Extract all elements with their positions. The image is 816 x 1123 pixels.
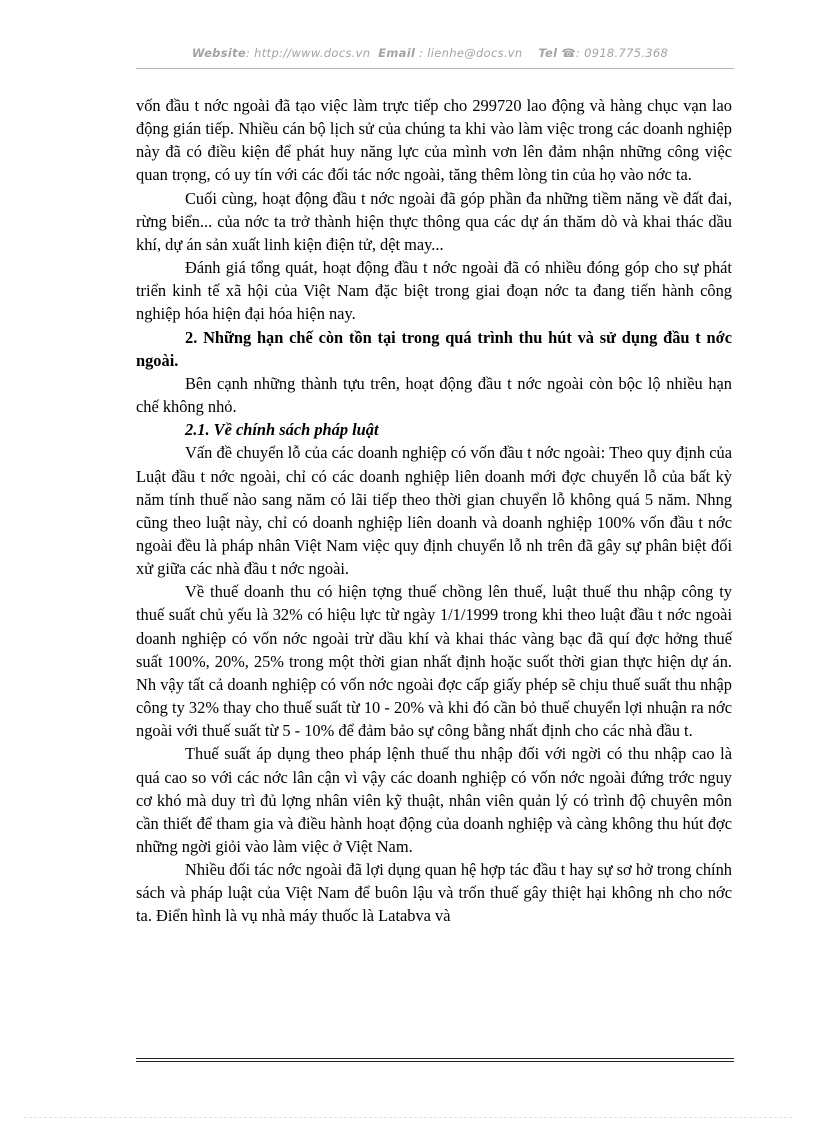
- paragraph: Cuối cùng, hoạt động đầu t nớc ngoài đã góp phần đa những tiềm năng về đất đai, rừng biển... của nớc ta trở thành hiện thực thông qua các dự án thăm dò và khai thác dầu khí, dự án sản xuất linh kiện điện tử, dệt may...: [136, 188, 732, 254]
- paragraph: Vấn đề chuyển lỗ của các doanh nghiệp có vốn đầu t nớc ngoài: Theo quy định của Luật đầu t nớc ngoài, chỉ có các doanh nghiệp liên doanh mới đợc chuyển lỗ của bất kỳ năm tính thuế nào sang năm có lãi tiếp theo thời gian chuyển lỗ không quá 5 năm. Nhng cũng theo luật này, chỉ có doanh nghiệp liên doanh và doanh nghiệp 100% vốn đầu t nớc ngoài đều là pháp nhân Việt Nam việc quy định chuyển lỗ nh trên đã gây sự phân biệt đối xử giữa các nhà đầu t nớc ngoài.: [136, 443, 732, 579]
- website-url[interactable]: : http://www.docs.vn: [246, 46, 371, 60]
- paragraph: Về thuế doanh thu có hiện tợng thuế chồng lên thuế, luật thuế thu nhập công ty thuế suất chủ yếu là 32% có hiệu lực từ ngày 1/1/1999 trong khi theo luật đầu t nớc ngoài doanh nghiệp có vốn nớc ngoài trừ dầu khí và khai thác vàng bạc đã quí đợc hởng thuế suất 100%, 20%, 25% trong một thời gian nhất định hoặc suốt thời gian thực hiện dự án. Nh vậy tất cả doanh nghiệp có vốn nớc ngoài đợc cấp giấy phép sẽ chịu thuế suất thu nhập công ty 32% thay cho thuế suất từ 10 - 20% và khi đó cần bỏ thuế chuyển lợi nhuận ra nớc ngoài với thuế suất từ 5 - 10% để đảm bảo sự công bằng nhất định cho các nhà đầu t.: [136, 582, 732, 741]
- footer-divider: [136, 1061, 734, 1062]
- paragraph: Thuế suất áp dụng theo pháp lệnh thuế thu nhập đối với ngời có thu nhập cao là quá cao so với các nớc lân cận vì vậy các doanh nghiệp có vốn nớc ngoài đứng trớc nguy cơ khó mà duy trì đủ lợng nhân viên kỹ thuật, nhân viên quản lý có trình độ chuyên môn cần thiết để tham gia và điều hành hoạt động của doanh nghiệp và càng không thu hút đợc những ngời giỏi vào làm việc ở Việt Nam.: [136, 744, 732, 856]
- paragraph-continuation: vốn đầu t nớc ngoài đã tạo việc làm trực tiếp cho 299720 lao động và hàng chục vạn lao động gián tiếp. Nhiều cán bộ lịch sử của chúng ta khi vào làm việc trong các doanh nghiệp này đã có điều kiện để phát huy năng lực của mình vơn lên đảm nhận những công việc quan trọng, có uy tín với các đối tác nớc ngoài, tăng thêm lòng tin của họ vào nớc ta.: [136, 96, 732, 185]
- email-address[interactable]: : lienhe@docs.vn: [415, 46, 523, 60]
- page-edge: [24, 1117, 792, 1118]
- document-body: [136, 94, 732, 928]
- paragraph: Bên cạnh những thành tựu trên, hoạt động đầu t nớc ngoài còn bộc lộ nhiều hạn chế không nhỏ.: [136, 373, 732, 417]
- footer-divider: [136, 1058, 734, 1059]
- tel-label: Tel: [538, 46, 558, 60]
- page-header: [130, 46, 730, 60]
- paragraph: Nhiều đối tác nớc ngoài đã lợi dụng quan hệ hợp tác đầu t hay sự sơ hở trong chính sách và pháp luật của Việt Nam để buôn lậu và trốn thuế gây thiệt hại không nh cho nớc ta. Điển hình là vụ nhà máy thuốc là Latabva và: [136, 860, 732, 926]
- header-divider: [136, 68, 734, 69]
- paragraph: Đánh giá tổng quát, hoạt động đầu t nớc ngoài đã có nhiều đóng góp cho sự phát triển kinh tế xã hội của Việt Nam đặc biệt trong giai đoạn nớc ta đang tiến hành công nghiệp hóa hiện đại hóa hiện nay.: [136, 258, 732, 324]
- section-heading: 2. Những hạn chế còn tồn tại trong quá trình thu hút và sử dụng đầu t nớc ngoài.: [136, 327, 732, 370]
- subsection-heading: 2.1. Về chính sách pháp luật: [185, 420, 379, 440]
- email-label: Email: [378, 46, 416, 60]
- phone-number: ☎: 0918.775.368: [561, 46, 669, 60]
- website-label: Website: [191, 46, 246, 60]
